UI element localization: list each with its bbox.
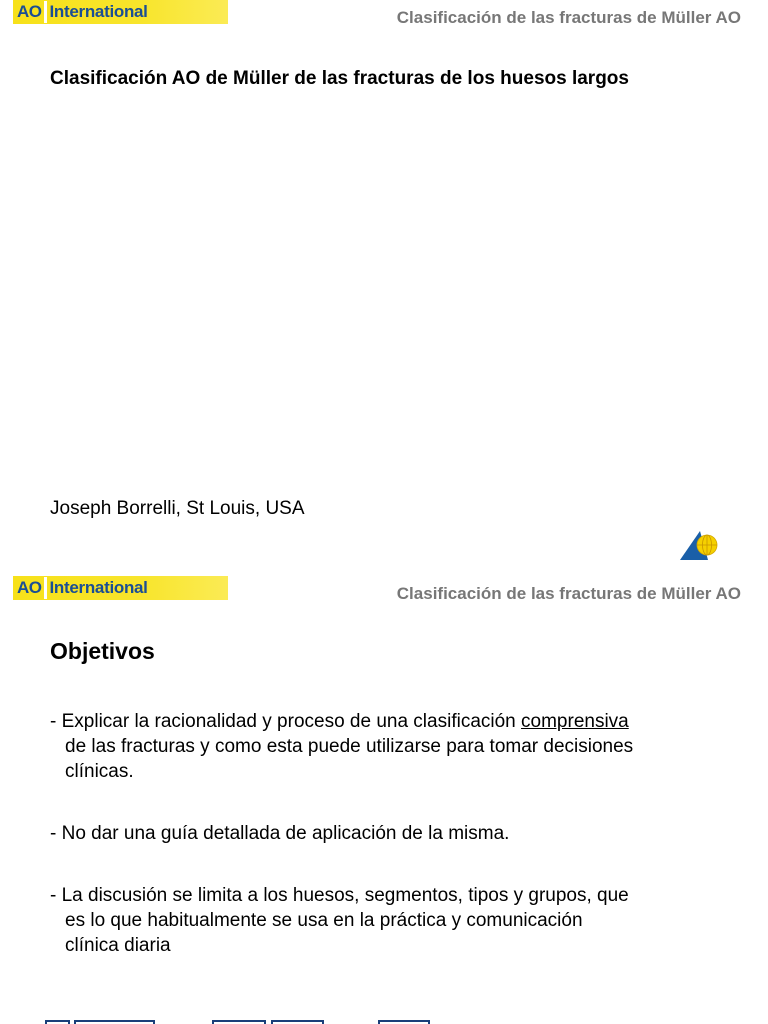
international-text: International — [49, 2, 148, 21]
banner-separator — [44, 1, 47, 23]
bullet-item — [50, 883, 730, 958]
nav-button-home[interactable] — [212, 1020, 266, 1024]
slide-title: Clasificación AO de Müller de las fracturas de los huesos largos — [50, 68, 629, 89]
bullet-line: - La discusión se limita a los huesos, segmentos, tipos y grupos, que — [50, 885, 629, 906]
section-heading: Objetivos — [50, 638, 155, 664]
bullet-line: de las fracturas y como esta puede utilizarse para tomar decisiones — [65, 736, 634, 757]
ao-international-banner — [0, 0, 228, 24]
nav-button-next[interactable] — [271, 1020, 324, 1024]
bullet-line: clínicas. — [65, 761, 134, 782]
bullet-item — [50, 709, 730, 784]
nav-button-first[interactable] — [45, 1020, 70, 1024]
ao-international-banner — [0, 576, 228, 600]
slide-nav-strip — [0, 1020, 768, 1024]
header-title: Clasificación de las fracturas de Müller AO — [396, 8, 741, 27]
nav-button-last[interactable] — [378, 1020, 430, 1024]
banner-separator — [44, 577, 47, 599]
bullet-text: - Explicar la racionalidad y proceso de una clasificación — [50, 711, 522, 732]
bullet-line: es lo que habitualmente se usa en la práctica y comunicación — [65, 910, 583, 931]
international-text: International — [49, 578, 148, 597]
ao-mark-text: AO — [17, 578, 42, 597]
bullet-line — [50, 709, 730, 734]
underlined-word: comprensiva — [521, 711, 629, 732]
bullet-line: clínica diaria — [65, 935, 171, 956]
bullet-line: - No dar una guía detallada de aplicación de la misma. — [50, 823, 510, 844]
nav-button-prev[interactable] — [74, 1020, 155, 1024]
ao-mark-text: AO — [17, 2, 42, 21]
header-title: Clasificación de las fracturas de Müller AO — [396, 584, 741, 603]
ao-triangle-globe-icon — [678, 528, 720, 562]
slide-author: Joseph Borrelli, St Louis, USA — [50, 498, 305, 519]
slide-2 — [0, 576, 768, 1024]
bullet-item — [50, 821, 730, 846]
